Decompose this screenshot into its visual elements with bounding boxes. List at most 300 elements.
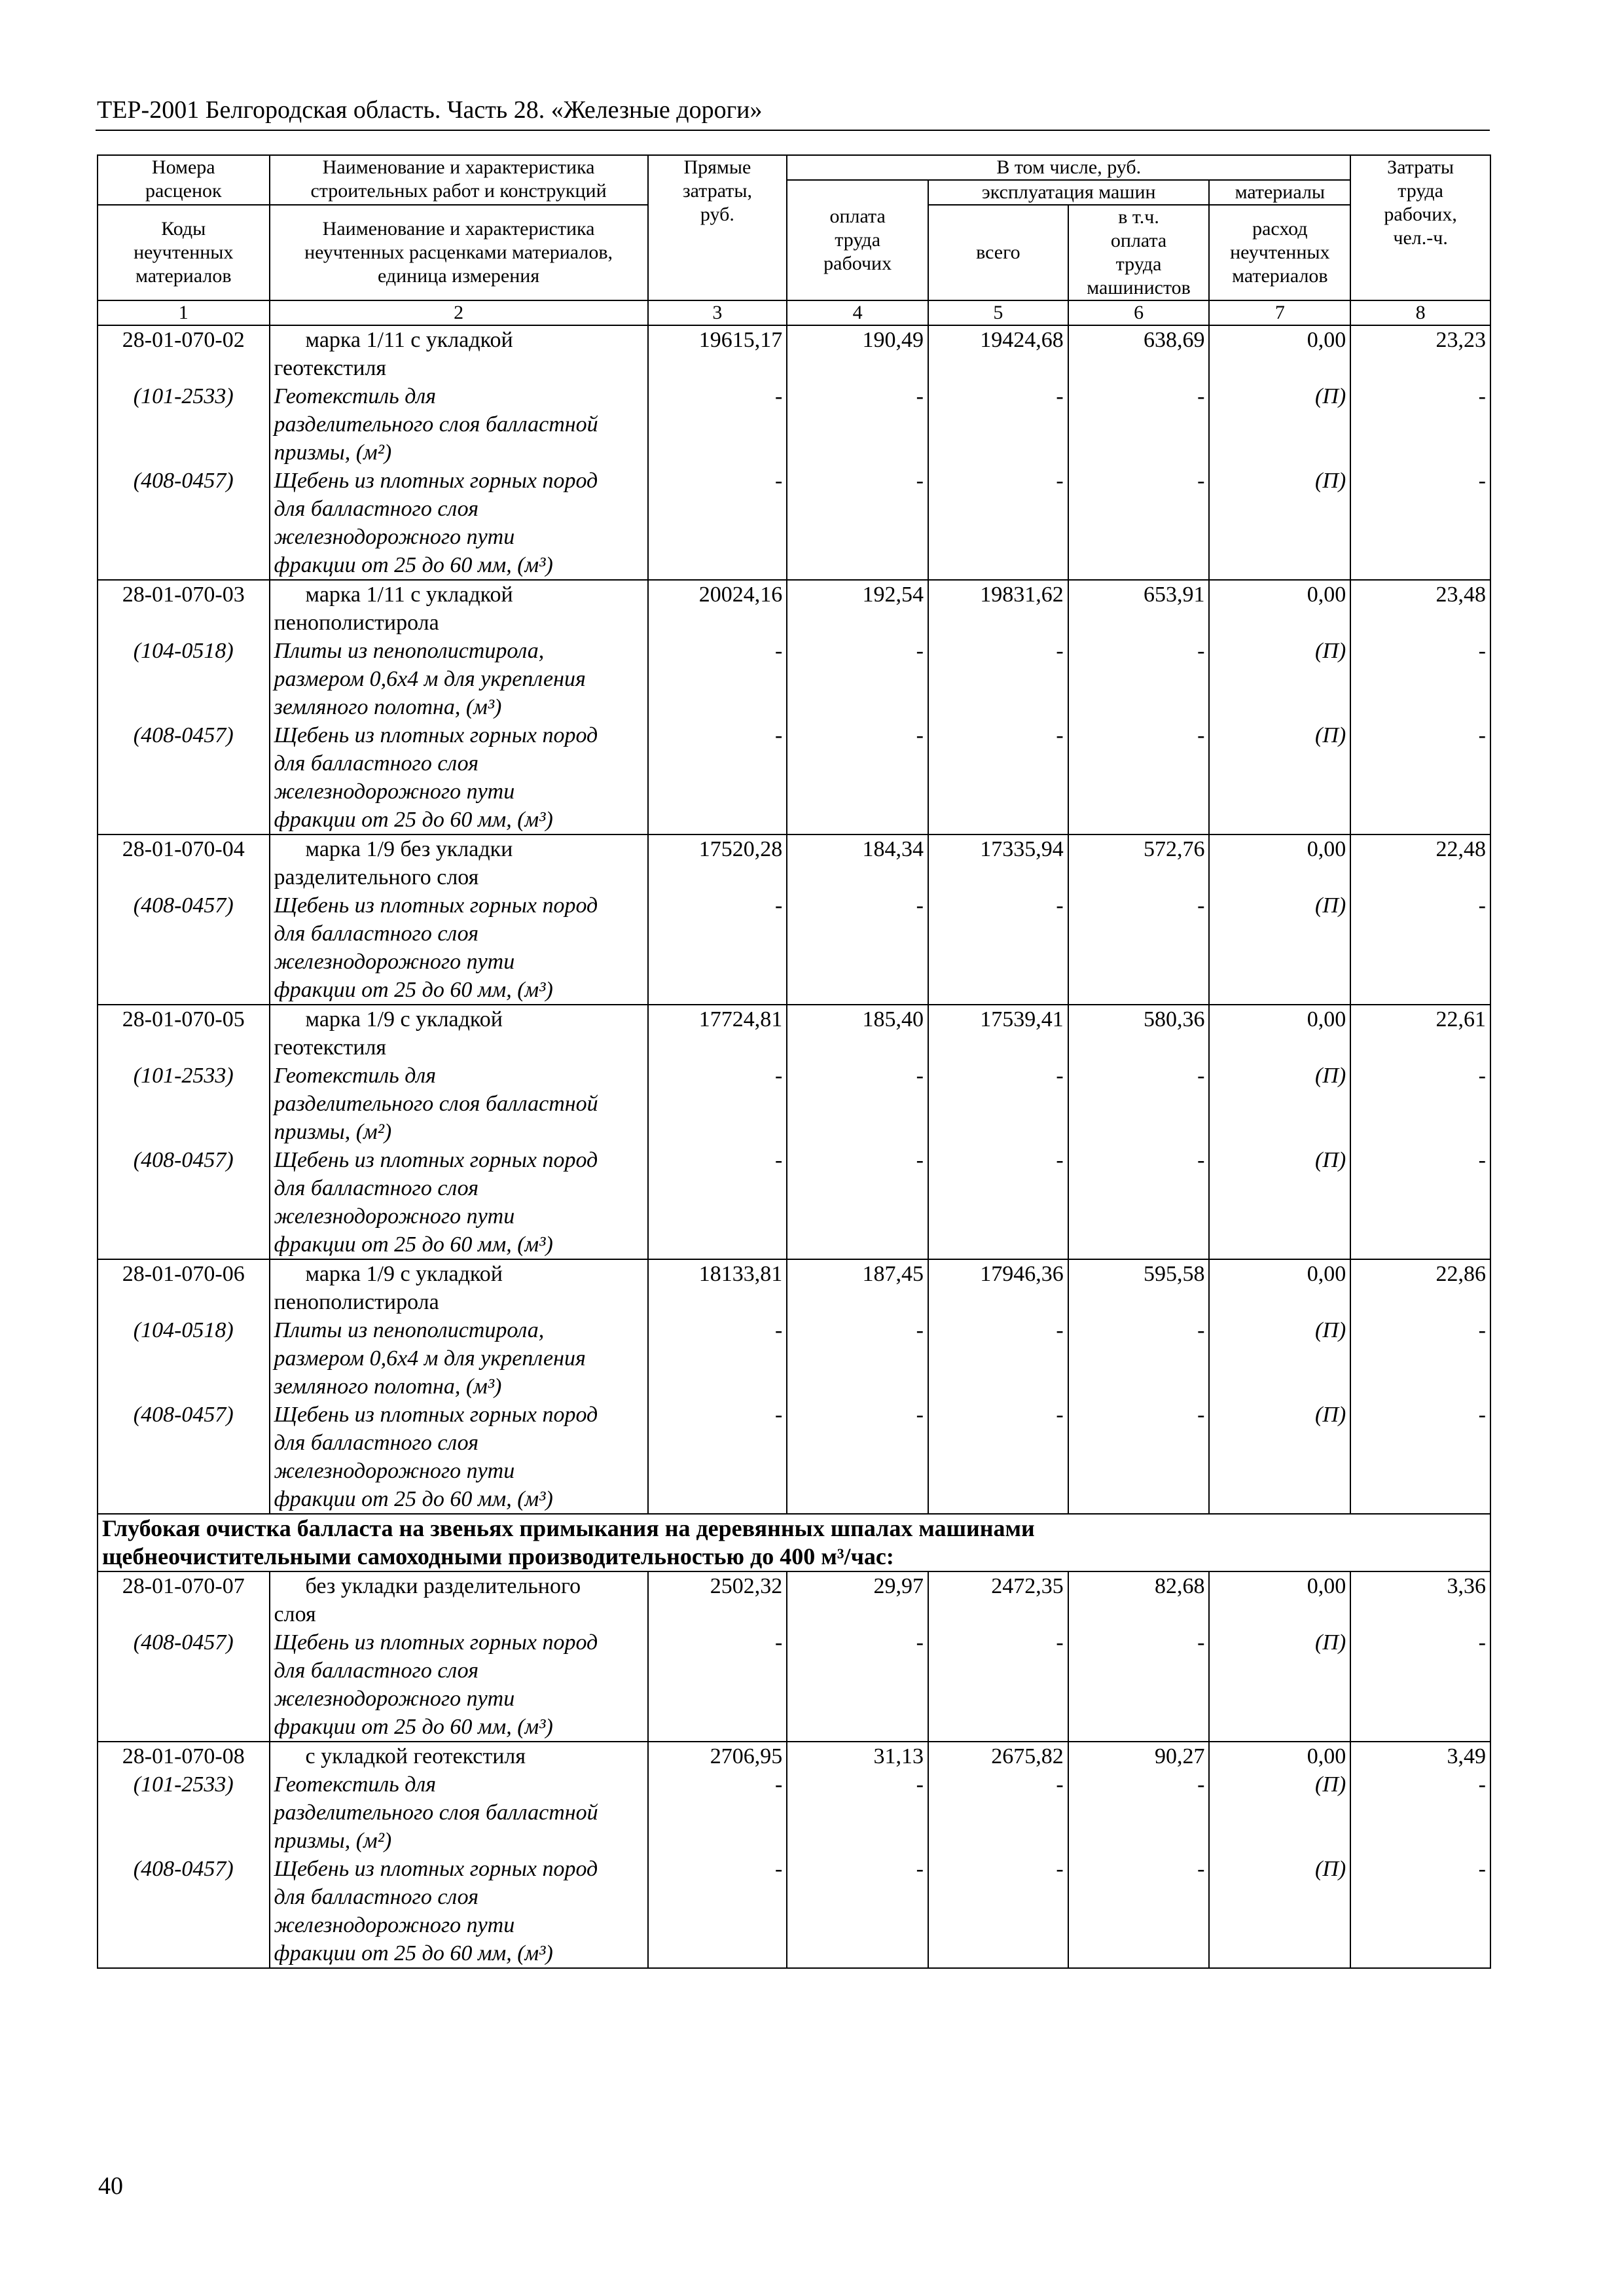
spacer-line bbox=[102, 693, 265, 721]
spacer-line bbox=[1214, 920, 1346, 948]
rate-name-line: геотекстиля bbox=[274, 1035, 387, 1060]
spacer-line bbox=[1355, 1911, 1486, 1939]
spacer-line bbox=[1073, 1372, 1205, 1401]
spacer-line bbox=[653, 1883, 783, 1911]
spacer-line bbox=[653, 1344, 783, 1372]
spacer-line bbox=[1073, 1799, 1205, 1827]
spacer-line bbox=[1355, 609, 1486, 637]
spacer-line bbox=[102, 609, 265, 637]
spacer-line bbox=[1073, 1657, 1205, 1685]
spacer-line bbox=[933, 1118, 1064, 1146]
material-name-line: фракции от 25 до 60 мм, (м³) bbox=[274, 1941, 553, 1965]
material-name-line: для балластного слоя bbox=[274, 1176, 479, 1200]
rate-value-cell bbox=[1068, 1005, 1210, 1259]
spacer-line bbox=[933, 1485, 1064, 1513]
material-name-line: Плиты из пенополистирола, bbox=[274, 1318, 545, 1342]
material-name-line: призмы, (м²) bbox=[274, 1829, 392, 1853]
page-title: ТЕР-2001 Белгородская область. Часть 28. «Железные дороги» bbox=[97, 96, 763, 124]
spacer-line bbox=[933, 1657, 1064, 1685]
material-name-line: Щебень из плотных горных пород bbox=[274, 893, 598, 918]
spacer-line bbox=[653, 1600, 783, 1628]
rate-value-cell bbox=[648, 1742, 787, 1968]
material-value: - bbox=[1056, 723, 1064, 747]
spacer-line bbox=[102, 410, 265, 439]
material-value: - bbox=[1197, 639, 1205, 663]
machinists-pay-value: 638,69 bbox=[1143, 328, 1205, 352]
spacer-line bbox=[933, 806, 1064, 834]
material-value: - bbox=[1478, 639, 1486, 663]
rate-value-cell bbox=[1068, 1571, 1210, 1742]
labor-cost-value: 22,61 bbox=[1435, 1007, 1486, 1031]
column-number: 6 bbox=[1068, 300, 1210, 325]
spacer-line bbox=[653, 1657, 783, 1685]
material-value: (П) bbox=[1315, 1148, 1346, 1172]
rate-code: 28-01-070-03 bbox=[122, 583, 245, 607]
spacer-line bbox=[791, 693, 924, 721]
spacer-line bbox=[1214, 749, 1346, 778]
spacer-line bbox=[791, 1429, 924, 1457]
spacer-line bbox=[791, 1457, 924, 1485]
spacer-line bbox=[1214, 1457, 1346, 1485]
spacer-line bbox=[1355, 354, 1486, 382]
spacer-line bbox=[1214, 1799, 1346, 1827]
material-value: - bbox=[1197, 723, 1205, 747]
spacer-line bbox=[1214, 1118, 1346, 1146]
rate-value-cell bbox=[648, 1571, 787, 1742]
material-name-line: железнодорожного пути bbox=[274, 780, 515, 804]
material-value: - bbox=[774, 639, 783, 663]
spacer-line bbox=[791, 1799, 924, 1827]
material-value: - bbox=[1056, 469, 1064, 493]
material-value: - bbox=[1478, 1857, 1486, 1881]
rate-name-cell bbox=[270, 1259, 648, 1514]
spacer-line bbox=[102, 1090, 265, 1118]
material-name-line: размером 0,6х4 м для укрепления bbox=[274, 667, 586, 691]
materials-value: 0,00 bbox=[1307, 1007, 1346, 1031]
spacer-line bbox=[1355, 665, 1486, 693]
spacer-line bbox=[1214, 551, 1346, 579]
rate-row bbox=[98, 325, 1490, 580]
material-value: - bbox=[1197, 1772, 1205, 1797]
spacer-line bbox=[1355, 410, 1486, 439]
spacer-line bbox=[1355, 948, 1486, 976]
material-value: - bbox=[774, 1772, 783, 1797]
spacer-line bbox=[1214, 354, 1346, 382]
spacer-line bbox=[102, 948, 265, 976]
rate-value-cell bbox=[648, 325, 787, 580]
material-name-line: разделительного слоя балластной bbox=[274, 412, 598, 437]
spacer-line bbox=[1355, 1090, 1486, 1118]
spacer-line bbox=[102, 1174, 265, 1202]
spacer-line bbox=[933, 1827, 1064, 1855]
column-number: 8 bbox=[1350, 300, 1490, 325]
spacer-line bbox=[102, 863, 265, 891]
material-name-line: Щебень из плотных горных пород bbox=[274, 469, 598, 493]
spacer-line bbox=[933, 1457, 1064, 1485]
rate-value-cell bbox=[928, 1742, 1068, 1968]
material-name-line: железнодорожного пути bbox=[274, 1459, 515, 1483]
rate-code: 28-01-070-07 bbox=[122, 1574, 245, 1598]
spacer-line bbox=[1214, 1713, 1346, 1741]
material-name-line: разделительного слоя балластной bbox=[274, 1092, 598, 1116]
material-code: (104-0518) bbox=[133, 639, 234, 663]
material-value: - bbox=[916, 1772, 924, 1797]
spacer-line bbox=[1214, 1174, 1346, 1202]
material-value: - bbox=[1478, 1403, 1486, 1427]
spacer-line bbox=[653, 439, 783, 467]
spacer-line bbox=[791, 1911, 924, 1939]
material-value: - bbox=[916, 1064, 924, 1088]
spacer-line bbox=[791, 1288, 924, 1316]
spacer-line bbox=[1355, 749, 1486, 778]
spacer-line bbox=[653, 1230, 783, 1259]
material-value: - bbox=[916, 1148, 924, 1172]
labor-cost-value: 22,48 bbox=[1435, 837, 1486, 861]
material-value: - bbox=[1478, 893, 1486, 918]
machines-total-value: 2472,35 bbox=[991, 1574, 1064, 1598]
spacer-line bbox=[653, 1799, 783, 1827]
material-value: - bbox=[774, 1403, 783, 1427]
rate-value-cell bbox=[1209, 834, 1350, 1005]
spacer-line bbox=[1214, 778, 1346, 806]
spacer-line bbox=[653, 665, 783, 693]
spacer-line bbox=[102, 1713, 265, 1741]
spacer-line bbox=[791, 495, 924, 523]
spacer-line bbox=[933, 863, 1064, 891]
spacer-line bbox=[933, 976, 1064, 1004]
material-value: - bbox=[1056, 1148, 1064, 1172]
rate-value-cell bbox=[1350, 1005, 1490, 1259]
spacer-line bbox=[1073, 1429, 1205, 1457]
spacer-line bbox=[102, 1230, 265, 1259]
material-name-line: железнодорожного пути bbox=[274, 525, 515, 549]
spacer-line bbox=[1355, 551, 1486, 579]
spacer-line bbox=[1073, 863, 1205, 891]
direct-cost-value: 17520,28 bbox=[698, 837, 783, 861]
machines-total-value: 17946,36 bbox=[980, 1262, 1064, 1286]
rate-name-line: марка 1/11 с укладкой bbox=[305, 328, 513, 352]
material-code: (101-2533) bbox=[133, 1064, 234, 1088]
material-value: - bbox=[1478, 723, 1486, 747]
material-name-line: Щебень из плотных горных пород bbox=[274, 1403, 598, 1427]
spacer-line bbox=[102, 1939, 265, 1967]
header-rate-numbers: Номера расценок bbox=[98, 155, 270, 205]
spacer-line bbox=[1214, 1939, 1346, 1967]
section-title: Глубокая очистка балласта на звеньях примыкания на деревянных шпалах машинами щебнеочистительными самоходными производительностью до 400 м³/час: bbox=[98, 1514, 1490, 1571]
spacer-line bbox=[1355, 1033, 1486, 1062]
material-name-line: для балластного слоя bbox=[274, 922, 479, 946]
material-name-line: Щебень из плотных горных пород bbox=[274, 723, 598, 747]
spacer-line bbox=[933, 1202, 1064, 1230]
rate-value-cell bbox=[648, 1005, 787, 1259]
rate-code-cell bbox=[98, 834, 270, 1005]
materials-value: 0,00 bbox=[1307, 1262, 1346, 1286]
rate-row bbox=[98, 1571, 1490, 1742]
spacer-line bbox=[1073, 1939, 1205, 1967]
spacer-line bbox=[1073, 1883, 1205, 1911]
spacer-line bbox=[1073, 410, 1205, 439]
spacer-line bbox=[653, 1288, 783, 1316]
rate-row bbox=[98, 580, 1490, 834]
spacer-line bbox=[653, 1118, 783, 1146]
spacer-line bbox=[1355, 1657, 1486, 1685]
spacer-line bbox=[1355, 1230, 1486, 1259]
spacer-line bbox=[1355, 693, 1486, 721]
material-value: - bbox=[1478, 469, 1486, 493]
spacer-line bbox=[653, 1911, 783, 1939]
labor-pay-value: 192,54 bbox=[862, 583, 924, 607]
spacer-line bbox=[1355, 1713, 1486, 1741]
material-code: (408-0457) bbox=[133, 723, 234, 747]
spacer-line bbox=[653, 749, 783, 778]
labor-pay-value: 184,34 bbox=[862, 837, 924, 861]
labor-pay-value: 31,13 bbox=[873, 1744, 924, 1768]
header-material-codes: Коды неучтенных материалов bbox=[98, 205, 270, 300]
spacer-line bbox=[791, 920, 924, 948]
material-value: - bbox=[916, 893, 924, 918]
rate-value-cell bbox=[1068, 325, 1210, 580]
machines-total-value: 17335,94 bbox=[980, 837, 1064, 861]
material-code: (408-0457) bbox=[133, 1857, 234, 1881]
spacer-line bbox=[933, 1883, 1064, 1911]
spacer-line bbox=[1214, 1911, 1346, 1939]
rate-name-line: разделительного слоя bbox=[274, 865, 479, 889]
spacer-line bbox=[1073, 1230, 1205, 1259]
rate-row bbox=[98, 1742, 1490, 1968]
spacer-line bbox=[1073, 693, 1205, 721]
spacer-line bbox=[933, 948, 1064, 976]
spacer-line bbox=[791, 806, 924, 834]
spacer-line bbox=[102, 1429, 265, 1457]
spacer-line bbox=[653, 1685, 783, 1713]
spacer-line bbox=[933, 495, 1064, 523]
rate-value-cell bbox=[928, 1005, 1068, 1259]
machinists-pay-value: 595,58 bbox=[1143, 1262, 1205, 1286]
material-value: - bbox=[774, 1148, 783, 1172]
labor-cost-value: 22,86 bbox=[1435, 1262, 1486, 1286]
spacer-line bbox=[102, 551, 265, 579]
spacer-line bbox=[653, 551, 783, 579]
material-value: - bbox=[1478, 1148, 1486, 1172]
rate-row bbox=[98, 834, 1490, 1005]
rate-value-cell bbox=[1350, 1259, 1490, 1514]
spacer-line bbox=[1073, 1911, 1205, 1939]
machines-total-value: 17539,41 bbox=[980, 1007, 1064, 1031]
rate-name-cell bbox=[270, 834, 648, 1005]
spacer-line bbox=[1073, 1344, 1205, 1372]
rate-name-line: пенополистирола bbox=[274, 1290, 439, 1314]
direct-cost-value: 2502,32 bbox=[710, 1574, 783, 1598]
material-name-line: для балластного слоя bbox=[274, 751, 479, 776]
spacer-line bbox=[791, 778, 924, 806]
spacer-line bbox=[1355, 1485, 1486, 1513]
rate-value-cell bbox=[648, 834, 787, 1005]
rate-name-line: с укладкой геотекстиля bbox=[305, 1744, 526, 1768]
spacer-line bbox=[1073, 354, 1205, 382]
spacer-line bbox=[1214, 1230, 1346, 1259]
header-materials-usage: расход неучтенных материалов bbox=[1209, 205, 1350, 300]
material-value: - bbox=[916, 1403, 924, 1427]
material-code: (101-2533) bbox=[133, 1772, 234, 1797]
spacer-line bbox=[933, 551, 1064, 579]
rate-name-line: пенополистирола bbox=[274, 611, 439, 635]
materials-value: 0,00 bbox=[1307, 328, 1346, 352]
spacer-line bbox=[933, 1685, 1064, 1713]
material-name-line: Геотекстиль для bbox=[274, 1064, 437, 1088]
material-value: - bbox=[916, 1857, 924, 1881]
material-value: - bbox=[1197, 1148, 1205, 1172]
spacer-line bbox=[791, 1344, 924, 1372]
rate-value-cell bbox=[928, 325, 1068, 580]
material-name-line: размером 0,6х4 м для укрепления bbox=[274, 1346, 586, 1371]
spacer-line bbox=[102, 495, 265, 523]
spacer-line bbox=[933, 1344, 1064, 1372]
header-materials: материалы bbox=[1209, 180, 1350, 205]
section-title-block bbox=[98, 1514, 1490, 1571]
material-name-line: железнодорожного пути bbox=[274, 1913, 515, 1937]
spacer-line bbox=[791, 410, 924, 439]
spacer-line bbox=[102, 920, 265, 948]
spacer-line bbox=[653, 863, 783, 891]
direct-cost-value: 18133,81 bbox=[698, 1262, 783, 1286]
spacer-line bbox=[791, 354, 924, 382]
materials-value: 0,00 bbox=[1307, 837, 1346, 861]
rate-value-cell bbox=[928, 580, 1068, 834]
header-machines: эксплуатация машин bbox=[928, 180, 1209, 205]
material-value: - bbox=[1197, 1630, 1205, 1655]
rates-body-second bbox=[98, 1571, 1490, 1968]
spacer-line bbox=[1355, 1429, 1486, 1457]
spacer-line bbox=[933, 410, 1064, 439]
material-value: (П) bbox=[1315, 1630, 1346, 1655]
material-value: - bbox=[1197, 1318, 1205, 1342]
spacer-line bbox=[791, 439, 924, 467]
spacer-line bbox=[102, 354, 265, 382]
spacer-line bbox=[791, 1685, 924, 1713]
material-value: - bbox=[1056, 1064, 1064, 1088]
rate-code: 28-01-070-08 bbox=[122, 1744, 245, 1768]
material-name-line: фракции от 25 до 60 мм, (м³) bbox=[274, 1487, 553, 1511]
spacer-line bbox=[933, 1090, 1064, 1118]
rate-value-cell bbox=[787, 1005, 928, 1259]
spacer-line bbox=[933, 749, 1064, 778]
page-number: 40 bbox=[98, 2172, 123, 2200]
spacer-line bbox=[791, 609, 924, 637]
rate-value-cell bbox=[1209, 1259, 1350, 1514]
spacer-line bbox=[1214, 1657, 1346, 1685]
spacer-line bbox=[791, 1485, 924, 1513]
material-name-line: железнодорожного пути bbox=[274, 950, 515, 974]
material-name-line: Щебень из плотных горных пород bbox=[274, 1857, 598, 1881]
rate-value-cell bbox=[1350, 1571, 1490, 1742]
rate-value-cell bbox=[1209, 325, 1350, 580]
material-value: (П) bbox=[1315, 723, 1346, 747]
labor-pay-value: 29,97 bbox=[873, 1574, 924, 1598]
material-value: - bbox=[774, 723, 783, 747]
material-value: - bbox=[916, 1630, 924, 1655]
spacer-line bbox=[653, 1429, 783, 1457]
material-value: - bbox=[774, 893, 783, 918]
spacer-line bbox=[1073, 551, 1205, 579]
material-value: - bbox=[1056, 1857, 1064, 1881]
spacer-line bbox=[653, 495, 783, 523]
spacer-line bbox=[653, 1457, 783, 1485]
spacer-line bbox=[933, 1911, 1064, 1939]
rate-code-cell bbox=[98, 1259, 270, 1514]
spacer-line bbox=[102, 439, 265, 467]
material-value: - bbox=[1056, 1630, 1064, 1655]
column-number: 2 bbox=[270, 300, 648, 325]
spacer-line bbox=[102, 523, 265, 551]
rate-value-cell bbox=[1350, 1742, 1490, 1968]
spacer-line bbox=[1073, 806, 1205, 834]
spacer-line bbox=[1073, 976, 1205, 1004]
rate-name-line: слоя bbox=[274, 1602, 316, 1626]
header-direct-costs: Прямые затраты, руб. bbox=[648, 155, 787, 300]
spacer-line bbox=[1214, 1372, 1346, 1401]
rate-code: 28-01-070-05 bbox=[122, 1007, 245, 1031]
spacer-line bbox=[653, 354, 783, 382]
spacer-line bbox=[1355, 439, 1486, 467]
spacer-line bbox=[102, 1372, 265, 1401]
spacer-line bbox=[791, 1883, 924, 1911]
material-value: - bbox=[1478, 1630, 1486, 1655]
spacer-line bbox=[1355, 863, 1486, 891]
spacer-line bbox=[933, 439, 1064, 467]
spacer-line bbox=[1073, 749, 1205, 778]
material-name-line: земляного полотна, (м³) bbox=[274, 1374, 502, 1399]
material-code: (408-0457) bbox=[133, 469, 234, 493]
spacer-line bbox=[653, 1939, 783, 1967]
rate-value-cell bbox=[787, 834, 928, 1005]
rates-table bbox=[97, 154, 1491, 1969]
material-code: (408-0457) bbox=[133, 893, 234, 918]
spacer-line bbox=[653, 1713, 783, 1741]
rate-name-cell bbox=[270, 580, 648, 834]
spacer-line bbox=[791, 1230, 924, 1259]
rate-value-cell bbox=[787, 580, 928, 834]
spacer-line bbox=[933, 1713, 1064, 1741]
rate-value-cell bbox=[1068, 1259, 1210, 1514]
rate-name-cell bbox=[270, 1005, 648, 1259]
header-work-name: Наименование и характеристика строительных работ и конструкций bbox=[270, 155, 648, 205]
column-number: 4 bbox=[787, 300, 928, 325]
rate-value-cell bbox=[1209, 1005, 1350, 1259]
spacer-line bbox=[1073, 1485, 1205, 1513]
spacer-line bbox=[791, 1657, 924, 1685]
material-code: (408-0457) bbox=[133, 1148, 234, 1172]
labor-pay-value: 185,40 bbox=[862, 1007, 924, 1031]
material-value: - bbox=[774, 384, 783, 408]
spacer-line bbox=[1214, 1827, 1346, 1855]
rate-name-line: геотекстиля bbox=[274, 356, 387, 380]
material-value: - bbox=[774, 469, 783, 493]
material-name-line: земляного полотна, (м³) bbox=[274, 695, 502, 719]
rate-code-cell bbox=[98, 580, 270, 834]
material-value: (П) bbox=[1315, 639, 1346, 663]
material-value: - bbox=[1478, 1064, 1486, 1088]
spacer-line bbox=[1214, 948, 1346, 976]
machinists-pay-value: 90,27 bbox=[1154, 1744, 1205, 1768]
labor-pay-value: 187,45 bbox=[862, 1262, 924, 1286]
spacer-line bbox=[791, 1827, 924, 1855]
spacer-line bbox=[791, 1600, 924, 1628]
spacer-line bbox=[933, 1033, 1064, 1062]
rate-value-cell bbox=[787, 325, 928, 580]
material-value: - bbox=[1056, 1403, 1064, 1427]
material-value: - bbox=[774, 1064, 783, 1088]
material-value: (П) bbox=[1315, 469, 1346, 493]
